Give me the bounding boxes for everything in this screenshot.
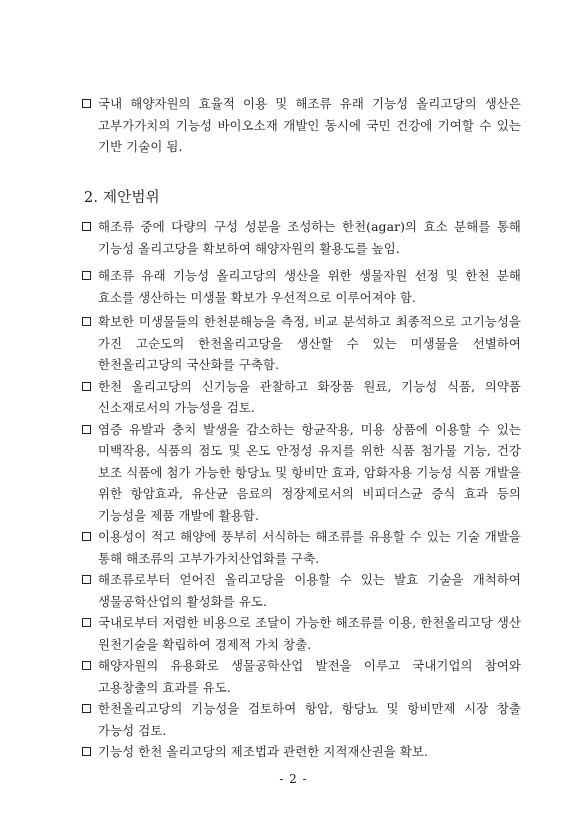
list-item-text: 해조류 유래 기능성 올리고당의 생산을 위한 생물자원 선정 및 한천 분해 효소를 생산하는 미생물 확보가 우선적으로 이루어져야 함. (98, 268, 521, 305)
checkbox-square-icon (82, 575, 91, 584)
checkbox-square-icon (82, 532, 91, 541)
list-item (81, 698, 521, 741)
section-heading: 2. 제안범위 (84, 190, 160, 206)
list-item-text: 기능성 한천 올리고당의 제조법과 관련한 지적재산권을 확보. (98, 744, 429, 759)
checkbox-square-icon (82, 222, 91, 231)
checkbox-square-icon (82, 618, 91, 627)
list-item (81, 741, 521, 763)
list-item (81, 376, 521, 419)
checkbox-square-icon (82, 271, 91, 280)
list-item (81, 569, 521, 612)
list-item-text: 한천올리고당의 기능성을 검토하여 항암, 항당뇨 및 항비만제 시장 창출 가능성 검토. (98, 701, 521, 738)
list-item (81, 655, 521, 698)
list-item-text: 국내로부터 저렴한 비용으로 조달이 가능한 해조류를 이용, 한천올리고당 생산 원천기술을 확립하여 경제적 가치 창출. (98, 615, 521, 652)
checkbox-square-icon (82, 382, 91, 391)
list-item-text: 이용성이 적고 해양에 풍부히 서식하는 해조류를 유용할 수 있는 기술 개발을 통해 해조류의 고부가가치산업화를 구축. (98, 529, 521, 566)
checkbox-square-icon (82, 317, 91, 326)
list-item-text: 해조류로부터 얻어진 올리고당을 이용할 수 있는 발효 기술을 개척하여 생물공학산업의 활성화를 유도. (98, 572, 521, 609)
list-item-text: 확보한 미생물들의 한천분해능을 측정, 비교 분석하고 최종적으로 고기능성을 가진 고순도의 한천올리고당을 생산할 수 있는 미생물을 선별하여 한천올리고당의 국산화를 구축함. (98, 314, 521, 372)
list-item-text: 국내 해양자원의 효율적 이용 및 해조류 유래 기능성 올리고당의 생산은 고부가가치의 기능성 바이오소재 개발인 동시에 국민 건강에 기여할 수 있는 기반 기술이 됨. (98, 96, 521, 154)
list-item (81, 216, 521, 259)
proposal-scope-list (81, 216, 521, 763)
list-item-text: 한천 올리고당의 신기능을 관찰하고 화장품 원료, 기능성 식품, 의약품 신소재로서의 가능성을 검토. (98, 378, 521, 415)
list-item (81, 265, 521, 308)
list-item (81, 526, 521, 569)
list-item (81, 311, 521, 376)
list-item (81, 93, 521, 158)
list-item (81, 612, 521, 655)
list-item-text: 해조류 중에 다량의 구성 성분을 조성하는 한천(agar)의 효소 분해를 통해 기능성 올리고당을 확보하여 해양자원의 활용도를 높임. (98, 219, 521, 256)
intro-paragraph (81, 93, 521, 158)
checkbox-square-icon (82, 425, 91, 434)
checkbox-square-icon (82, 747, 91, 756)
page-number: - 2 - (279, 772, 308, 786)
checkbox-square-icon (82, 661, 91, 670)
list-item (81, 419, 521, 527)
list-item-text: 염증 유발과 충치 발생을 감소하는 항균작용, 미용 상품에 이용할 수 있는 미백작용, 식품의 점도 및 온도 안정성 유지를 위한 식품 첨가물 기능, 건강 보조 식품에 첨가 가능한 항당뇨 및 항비만 효과, 암화자용 기능성 식품 개발을 위한 항암효과, 유산균 음료의 정장제로서의 비피더스균 증식 효과 등의 기능성을 제품 개발에 활용함. (98, 421, 521, 523)
checkbox-square-icon (82, 704, 91, 713)
checkbox-square-icon (82, 99, 91, 108)
list-item-text: 해양자원의 유용화로 생물공학산업 발전을 이루고 국내기업의 참여와 고용창출의 효과를 유도. (98, 658, 521, 695)
